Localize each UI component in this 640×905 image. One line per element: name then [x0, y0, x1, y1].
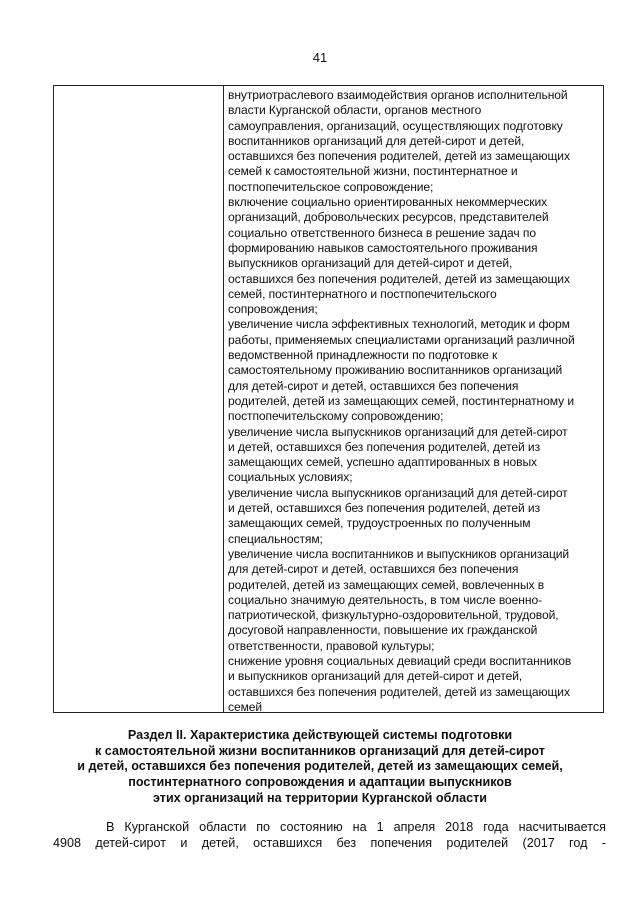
- table-right-cell: [228, 88, 602, 715]
- table-cell-line: оставшихся без попечения родителей, детей из замещающих: [228, 149, 570, 164]
- table-cell-line: постпопечительское сопровождение;: [228, 179, 434, 194]
- table-cell-line: увеличение числа эффективных технологий, методик и форм: [228, 317, 570, 332]
- table-cell-line: самостоятельному проживанию воспитанников организаций: [228, 363, 563, 378]
- table-cell-line: снижение уровня социальных девиаций среди воспитанников: [228, 653, 572, 668]
- table-cell-line: самоуправления, организаций, осуществляющих подготовку: [228, 118, 563, 133]
- table-cell-line: увеличение числа выпускников организаций для детей-сирот: [228, 485, 568, 500]
- heading-line: постинтернатного сопровождения и адаптации выпускников: [128, 775, 512, 790]
- table-cell-line: для детей-сирот и детей, оставшихся без попечения: [228, 562, 519, 577]
- table-cell-line: организаций, добровольческих ресурсов, представителей: [228, 210, 549, 225]
- table-cell-line: работы, применяемых специалистами организаций различной: [228, 332, 575, 347]
- table-cell-line: включение социально ориентированных некоммерческих: [228, 195, 548, 210]
- table-cell-line: постпопечительскому сопровождению;: [228, 409, 444, 424]
- table-cell-line: воспитанников организаций для детей-сирот и детей,: [228, 133, 525, 148]
- table-cell-line: увеличение числа воспитанников и выпускников организаций: [228, 546, 570, 561]
- table-cell-line: и детей, оставшихся без попечения родителей, детей из: [228, 439, 541, 454]
- table-cell-line: социально значимую деятельность, в том числе военно-: [228, 592, 543, 607]
- table-cell-line: оставшихся без попечения родителей, детей из замещающих: [228, 271, 570, 286]
- table-cell-line: для детей-сирот и детей, оставшихся без попечения: [228, 378, 519, 393]
- table-cell-line: родителей, детей из замещающих семей, постинтернатному и: [228, 393, 574, 408]
- section-heading: [0, 728, 640, 807]
- heading-line: этих организаций на территории Курганской области: [152, 790, 487, 805]
- table-cell-line: формированию навыков самостоятельного проживания: [228, 240, 538, 255]
- heading-line: Раздел II. Характеристика действующей системы подготовки: [127, 728, 513, 742]
- table-cell-line: замещающих семей, успешно адаптированных в новых: [228, 455, 537, 470]
- body-paragraph: [53, 819, 606, 851]
- page-number: 41: [312, 50, 328, 65]
- table-cell-line: родителей, детей из замещающих семей, вовлеченных в: [228, 577, 545, 592]
- results-table: [53, 85, 604, 713]
- table-cell-line: выпускников организаций для детей-сирот и детей,: [228, 256, 513, 271]
- table-cell-line: и детей, оставшихся без попечения родителей, детей из: [228, 501, 541, 516]
- table-cell-line: оставшихся без попечения родителей, детей из замещающих: [228, 684, 570, 699]
- heading-line: и детей, оставшихся без попечения родителей, детей из замещающих семей,: [77, 759, 563, 774]
- table-cell-line: социально ответственного бизнеса в решение задач по: [228, 225, 536, 240]
- table-cell-line: власти Курганской области, органов местного: [228, 103, 482, 118]
- table-cell-line: замещающих семей, трудоустроенных по полученным: [228, 516, 531, 531]
- table-cell-line: внутриотраслевого взаимодействия органов исполнительной: [228, 88, 568, 102]
- table-cell-line: досуговой направленности, повышение их гражданской: [228, 623, 538, 638]
- table-cell-line: специальностям;: [228, 531, 323, 546]
- heading-line: к самостоятельной жизни воспитанников организаций для детей-сирот: [95, 743, 545, 758]
- table-cell-line: увеличение числа выпускников организаций для детей-сирот: [228, 424, 568, 439]
- table-cell-line: семей к самостоятельной жизни, постинтернатное и: [228, 164, 518, 179]
- table-cell-line: патриотической, физкультурно-оздоровительной, трудовой,: [228, 608, 559, 623]
- table-cell-line: ведомственной принадлежности по подготовке к: [228, 348, 498, 363]
- table-cell-line: социальных условиях;: [228, 470, 353, 485]
- table-cell-line: ответственности, правовой культуры;: [228, 638, 435, 653]
- table-left-cell: [54, 86, 224, 712]
- paragraph-line: 4908 детей-сирот и детей, оставшихся без попечения родителей (2017 год -: [53, 836, 606, 850]
- table-cell-line: сопровождения;: [228, 302, 318, 317]
- paragraph-line: В Курганской области по состоянию на 1 апреля 2018 года насчитывается: [106, 820, 606, 834]
- table-cell-line: семей: [228, 699, 263, 714]
- table-cell-line: семей, постинтернатного и постпопечительского: [228, 286, 497, 301]
- table-cell-line: и выпускников организаций для детей-сирот и детей,: [228, 669, 523, 684]
